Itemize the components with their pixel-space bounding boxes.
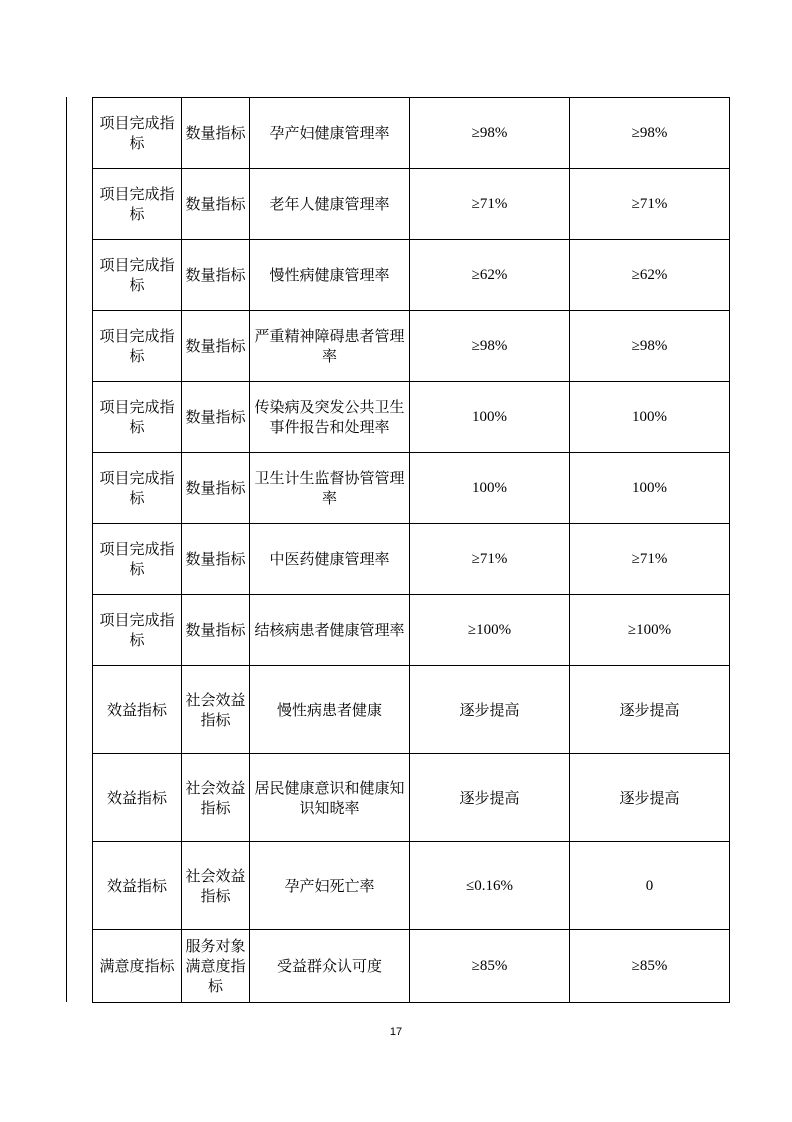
target-cell: 逐步提高 <box>410 754 570 842</box>
indicator-cell: 慢性病患者健康 <box>250 666 410 754</box>
table-row <box>93 595 730 666</box>
target-cell: ≥62% <box>410 240 570 311</box>
level1-cell: 项目完成指标 <box>93 524 182 595</box>
level1-cell: 效益指标 <box>93 666 182 754</box>
level1-cell: 项目完成指标 <box>93 311 182 382</box>
table-row <box>93 98 730 169</box>
level2-cell: 数量指标 <box>182 169 250 240</box>
indicator-cell: 严重精神障碍患者管理率 <box>250 311 410 382</box>
indicator-cell: 受益群众认可度 <box>250 930 410 1003</box>
indicator-cell: 结核病患者健康管理率 <box>250 595 410 666</box>
level2-cell: 数量指标 <box>182 595 250 666</box>
level2-cell: 数量指标 <box>182 240 250 311</box>
level2-cell: 社会效益指标 <box>182 666 250 754</box>
indicator-cell: 卫生计生监督协管管理率 <box>250 453 410 524</box>
level2-cell: 数量指标 <box>182 382 250 453</box>
target-cell: ≥100% <box>410 595 570 666</box>
level1-cell: 项目完成指标 <box>93 240 182 311</box>
level1-cell: 项目完成指标 <box>93 595 182 666</box>
target-cell: ≥85% <box>410 930 570 1003</box>
actual-cell: 0 <box>570 842 730 930</box>
indicator-cell: 传染病及突发公共卫生事件报告和处理率 <box>250 382 410 453</box>
level1-cell: 项目完成指标 <box>93 453 182 524</box>
actual-cell: ≥85% <box>570 930 730 1003</box>
actual-cell: ≥71% <box>570 169 730 240</box>
table-row <box>93 169 730 240</box>
left-border-line <box>66 97 67 1002</box>
level1-cell: 项目完成指标 <box>93 382 182 453</box>
table-row <box>93 930 730 1003</box>
actual-cell: ≥62% <box>570 240 730 311</box>
table-row <box>93 524 730 595</box>
target-cell: 100% <box>410 382 570 453</box>
table-row <box>93 240 730 311</box>
level2-cell: 数量指标 <box>182 311 250 382</box>
indicator-cell: 中医药健康管理率 <box>250 524 410 595</box>
level1-cell: 项目完成指标 <box>93 98 182 169</box>
table-row <box>93 754 730 842</box>
target-cell: ≥71% <box>410 524 570 595</box>
actual-cell: 逐步提高 <box>570 666 730 754</box>
indicator-cell: 老年人健康管理率 <box>250 169 410 240</box>
actual-cell: ≥98% <box>570 311 730 382</box>
actual-cell: ≥71% <box>570 524 730 595</box>
target-cell: ≥71% <box>410 169 570 240</box>
actual-cell: 100% <box>570 382 730 453</box>
actual-cell: ≥100% <box>570 595 730 666</box>
level2-cell: 数量指标 <box>182 524 250 595</box>
table-row <box>93 666 730 754</box>
level2-cell: 服务对象满意度指标 <box>182 930 250 1003</box>
actual-cell: 100% <box>570 453 730 524</box>
indicator-cell: 孕产妇健康管理率 <box>250 98 410 169</box>
table-row <box>93 453 730 524</box>
level1-cell: 满意度指标 <box>93 930 182 1003</box>
performance-indicator-table <box>92 97 730 1003</box>
level1-cell: 效益指标 <box>93 754 182 842</box>
indicator-cell: 孕产妇死亡率 <box>250 842 410 930</box>
target-cell: 逐步提高 <box>410 666 570 754</box>
actual-cell: ≥98% <box>570 98 730 169</box>
level1-cell: 效益指标 <box>93 842 182 930</box>
level1-cell: 项目完成指标 <box>93 169 182 240</box>
table-row <box>93 311 730 382</box>
indicator-cell: 居民健康意识和健康知识知晓率 <box>250 754 410 842</box>
target-cell: 100% <box>410 453 570 524</box>
level2-cell: 社会效益指标 <box>182 754 250 842</box>
level2-cell: 数量指标 <box>182 98 250 169</box>
level2-cell: 社会效益指标 <box>182 842 250 930</box>
indicator-cell: 慢性病健康管理率 <box>250 240 410 311</box>
target-cell: ≤0.16% <box>410 842 570 930</box>
page-number: 17 <box>389 1026 403 1038</box>
target-cell: ≥98% <box>410 98 570 169</box>
target-cell: ≥98% <box>410 311 570 382</box>
level2-cell: 数量指标 <box>182 453 250 524</box>
actual-cell: 逐步提高 <box>570 754 730 842</box>
table-row <box>93 382 730 453</box>
table-row <box>93 842 730 930</box>
